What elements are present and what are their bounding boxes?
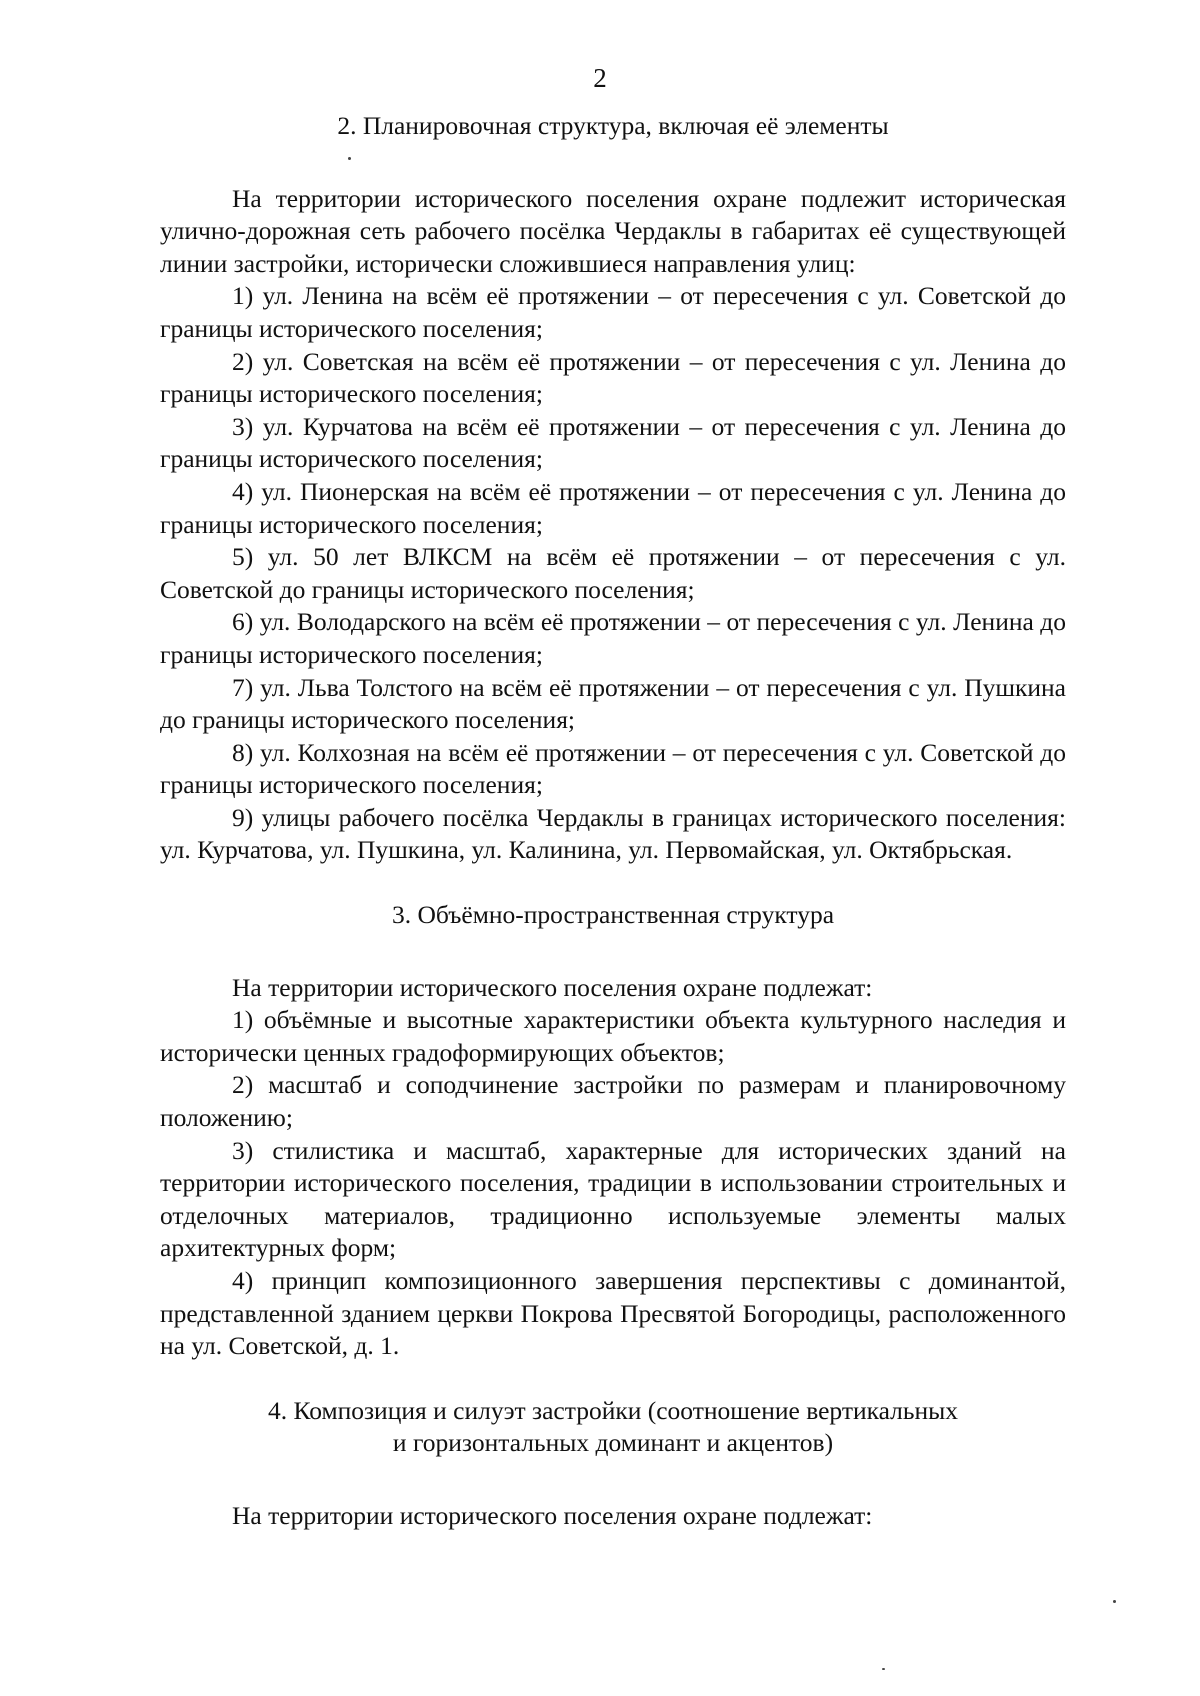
scan-speck: [882, 1668, 885, 1670]
section-3-item-4: 4) принцип композиционного завершения перспективы с доминантой, представленной зданием церкви Покрова Пресвятой Богородицы, расположенного на ул. Советской, д. 1.: [160, 1266, 1066, 1361]
section-2-heading: 2. Планировочная структура, включая её элементы: [337, 111, 889, 140]
section-4-heading-line-2: и горизонтальных доминант и акцентов): [392, 1428, 834, 1458]
section-3-item-1: 1) объёмные и высотные характеристики объекта культурного наследия и исторически ценных градоформирующих объектов;: [160, 1005, 1066, 1067]
section-2-item-1: 1) ул. Ленина на всём её протяжении – от пересечения с ул. Советской до границы исторического поселения;: [160, 281, 1066, 343]
section-3-intro: На территории исторического поселения охране подлежат:: [232, 972, 873, 1002]
section-3-heading: 3. Объёмно-пространственная структура: [391, 900, 835, 930]
section-2-intro: На территории исторического поселения охране подлежит историческая улично-дорожная сеть рабочего посёлка Чердаклы в габаритах её существующей линии застройки, исторически сложившиеся направления улиц:: [160, 183, 1066, 278]
section-2-item-4: 4) ул. Пионерская на всём её протяжении – от пересечения с ул. Ленина до границы исторического поселения;: [160, 476, 1066, 539]
section-2-item-6: 6) ул. Володарского на всём её протяжении – от пересечения с ул. Ленина до границы исторического поселения;: [160, 607, 1066, 669]
section-2-item-7: 7) ул. Льва Толстого на всём её протяжении – от пересечения с ул. Пушкина до границы исторического поселения;: [160, 672, 1066, 735]
scan-speck: [348, 157, 351, 160]
section-2-item-2: 2) ул. Советская на всём её протяжении – от пересечения с ул. Ленина до границы исторического поселения;: [160, 346, 1066, 409]
section-2-item-5: 5) ул. 50 лет ВЛКСМ на всём её протяжении – от пересечения с ул. Советской до границы исторического поселения;: [160, 542, 1066, 604]
section-3-item-3: 3) стилистика и масштаб, характерные для исторических зданий на территории исторического поселения, традиции в использовании строительных и отделочных материалов, традиционно используемые элементы малых архитектурных форм;: [160, 1135, 1066, 1263]
section-3-item-2: 2) масштаб и соподчинение застройки по размерам и планировочному положению;: [160, 1070, 1066, 1133]
section-2-item-8: 8) ул. Колхозная на всём её протяжении – от пересечения с ул. Советской до границы исторического поселения;: [160, 737, 1066, 800]
scan-speck: [1113, 1600, 1116, 1603]
page-number: 2: [593, 63, 607, 93]
section-2-item-3: 3) ул. Курчатова на всём её протяжении – от пересечения с ул. Ленина до границы исторического поселения;: [160, 411, 1066, 474]
section-4-intro: На территории исторического поселения охране подлежат:: [232, 1500, 873, 1530]
section-4-heading-line-1: 4. Композиция и силуэт застройки (соотношение вертикальных: [267, 1395, 959, 1425]
section-2-item-9: 9) улицы рабочего посёлка Чердаклы в границах исторического поселения: ул. Курчатова, ул. Пушкина, ул. Калинина, ул. Первомайская, ул. Октябрьская.: [160, 802, 1066, 865]
document-body: [160, 110, 1066, 1533]
